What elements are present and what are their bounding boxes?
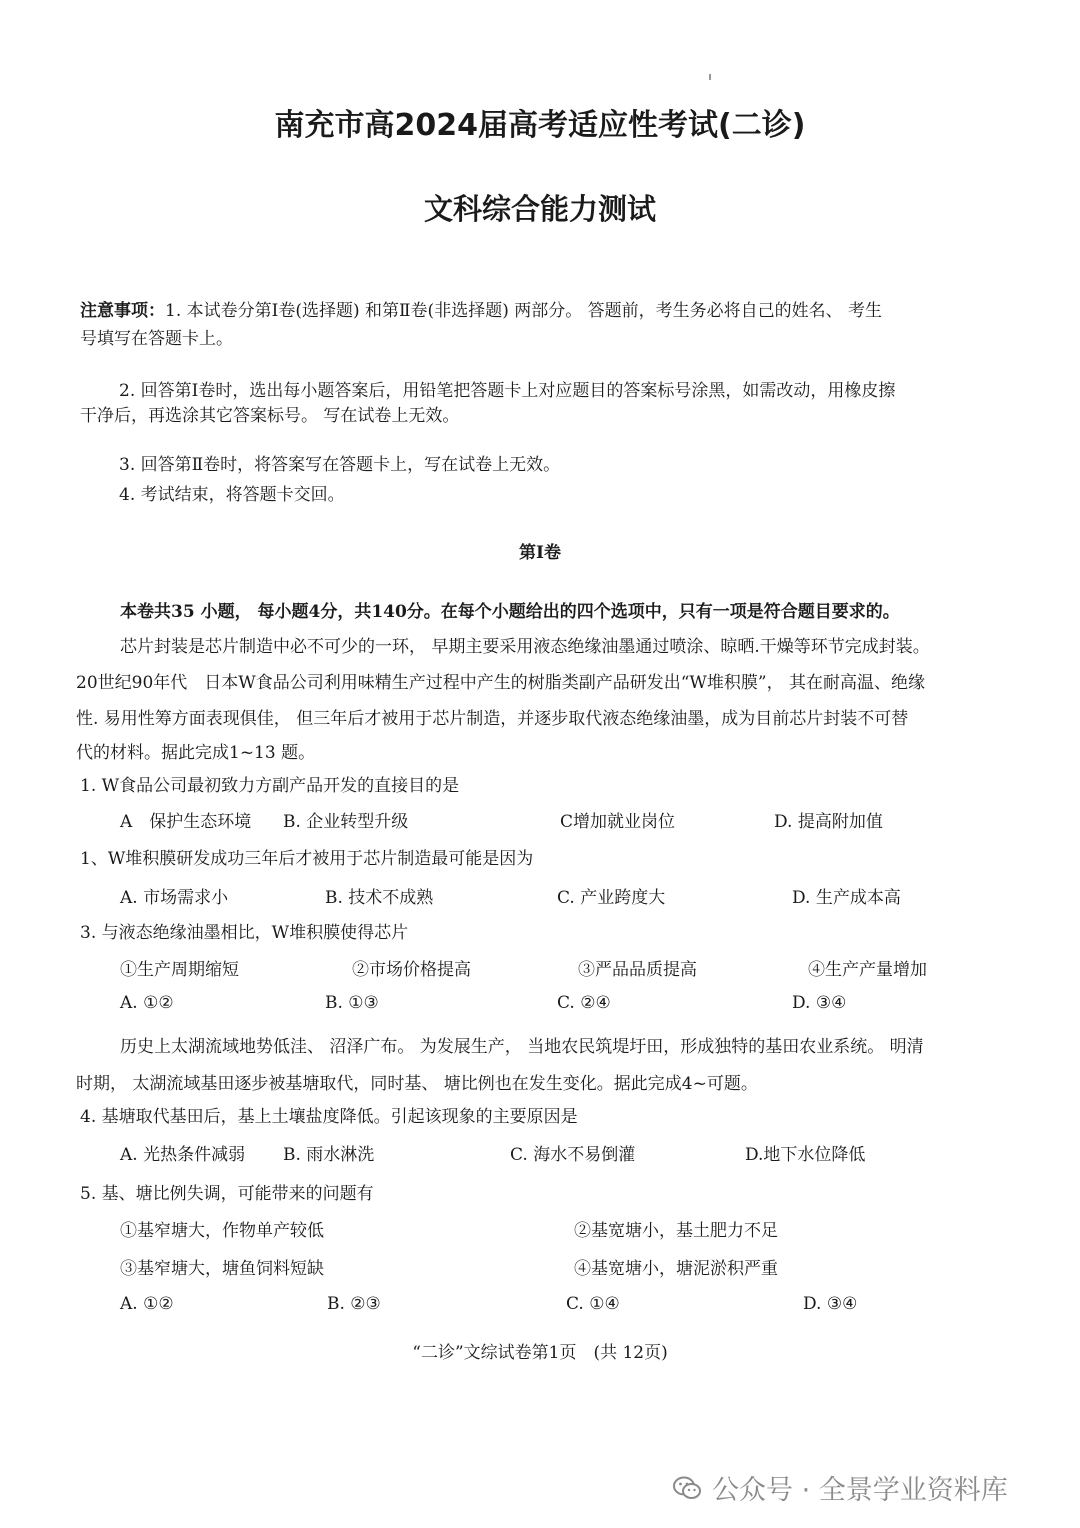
q3-statement-3: ③严品品质提高 xyxy=(578,960,697,980)
q5-option-c: C. ①④ xyxy=(566,1294,620,1314)
q1-option-b: B. 企业转型升级 xyxy=(283,812,409,832)
notice-item-1a: 1. 本试卷分第Ⅰ卷(选择题) 和第Ⅱ卷(非选择题) 两部分。 答题前，考生务必将自己的姓名、 考生 xyxy=(165,301,883,321)
q2-option-b: B. 技术不成熟 xyxy=(325,888,434,908)
q2-option-a: A. 市场需求小 xyxy=(120,888,229,908)
q1-stem: 1. W食品公司最初致力方副产品开发的直接目的是 xyxy=(80,776,460,796)
q5-option-d: D. ③④ xyxy=(803,1294,858,1314)
q3-option-b: B. ①③ xyxy=(325,993,379,1013)
notice-item-3: 3. 回答第Ⅱ卷时，将答案写在答题卡上，写在试卷上无效。 xyxy=(119,455,561,475)
q1-option-c: C增加就业岗位 xyxy=(560,812,676,832)
q2-stem: 1、W堆积膜研发成功三年后才被用于芯片制造最可能是因为 xyxy=(80,849,534,869)
q3-statement-2: ②市场价格提高 xyxy=(352,960,471,980)
page-footer: “二诊”文综试卷第1页 (共 12页) xyxy=(412,1343,668,1363)
notice-line-1 xyxy=(80,296,882,321)
passage2-line-2: 时期， 太湖流域基田逐步被基塘取代，同时基、 塘比例也在发生变化。据此完成4~可题。 xyxy=(76,1074,758,1094)
q3-statement-4: ④生产产量增加 xyxy=(808,960,927,980)
q5-stem: 5. 基、塘比例失调，可能带来的问题有 xyxy=(80,1184,374,1204)
q3-statement-1: ①生产周期缩短 xyxy=(120,960,239,980)
q1-option-d: D. 提高附加值 xyxy=(774,812,883,832)
notice-item-1b: 号填写在答题卡上。 xyxy=(80,329,233,349)
watermark-text: 公众号 · 全景学业资料库 xyxy=(712,1475,1008,1506)
q4-stem: 4. 基塘取代基田后，基上土壤盐度降低。引起该现象的主要原因是 xyxy=(80,1107,578,1127)
exam-subtitle: 文科综合能力测试 xyxy=(423,192,656,226)
q4-option-c: C. 海水不易倒灌 xyxy=(510,1145,636,1165)
notice-item-2a: 2. 回答第Ⅰ卷时，选出每小题答案后，用铅笔把答题卡上对应题目的答案标号涂黑，如需改动，用橡皮擦 xyxy=(119,381,896,401)
q3-option-d: D. ③④ xyxy=(792,993,847,1013)
q4-option-b: B. 雨水淋洗 xyxy=(283,1145,375,1165)
passage2-line-1: 历史上太湖流域地势低洼、 沼泽广布。 为发展生产， 当地农民筑堤圩田，形成独特的基田农业系统。 明清 xyxy=(120,1037,924,1057)
wechat-icon xyxy=(672,1475,702,1501)
notice-item-4: 4. 考试结束，将答题卡交回。 xyxy=(119,485,345,505)
passage1-line-1: 芯片封装是芯片制造中必不可少的一环， 早期主要采用液态绝缘油墨通过喷涂、晾晒.干燥等环节完成封装。 xyxy=(120,637,930,657)
q3-stem: 3. 与液态绝缘油墨相比，W堆积膜使得芯片 xyxy=(80,923,409,943)
q5-option-b: B. ②③ xyxy=(327,1294,381,1314)
passage1-line-2: 20世纪90年代 日本W食品公司利用味精生产过程中产生的树脂类副产品研发出“W堆积膜”， 其在耐高温、绝缘 xyxy=(76,673,925,693)
q2-option-c: C. 产业跨度大 xyxy=(557,888,666,908)
notice-item-2b: 干净后，再选涂其它答案标号。 写在试卷上无效。 xyxy=(80,406,460,426)
scan-mark xyxy=(709,74,711,80)
watermark xyxy=(672,1468,1008,1507)
q5-statement-2: ②基宽塘小，基土肥力不足 xyxy=(574,1221,778,1241)
q3-option-c: C. ②④ xyxy=(557,993,611,1013)
q2-option-d: D. 生产成本高 xyxy=(792,888,901,908)
notice-label: 注意事项： xyxy=(80,301,165,321)
q4-option-d: D.地下水位降低 xyxy=(745,1145,866,1165)
q1-option-a: A 保护生态环境 xyxy=(120,812,252,832)
q5-option-a: A. ①② xyxy=(120,1294,174,1314)
q3-option-a: A. ①② xyxy=(120,993,174,1013)
passage1-line-3: 性. 易用性筹方面表现俱佳， 但三年后才被用于芯片制造，并逐步取代液态绝缘油墨，成为目前芯片封装不可替 xyxy=(76,709,909,729)
q5-statement-4: ④基宽塘小，塘泥淤积严重 xyxy=(574,1259,778,1279)
q4-option-a: A. 光热条件减弱 xyxy=(120,1145,246,1165)
section-intro: 本卷共35 小题， 每小题4分，共140分。在每个小题给出的四个选项中，只有一项是符合题目要求的。 xyxy=(120,602,900,622)
passage1-line-4: 代的材料。据此完成1~13 题。 xyxy=(76,743,316,763)
exam-title: 南充市高2024届高考适应性考试(二诊) xyxy=(274,108,806,143)
section-title: 第Ⅰ卷 xyxy=(519,543,561,563)
q5-statement-3: ③基窄塘大，塘鱼饲料短缺 xyxy=(120,1259,324,1279)
q5-statement-1: ①基窄塘大，作物单产较低 xyxy=(120,1221,324,1241)
